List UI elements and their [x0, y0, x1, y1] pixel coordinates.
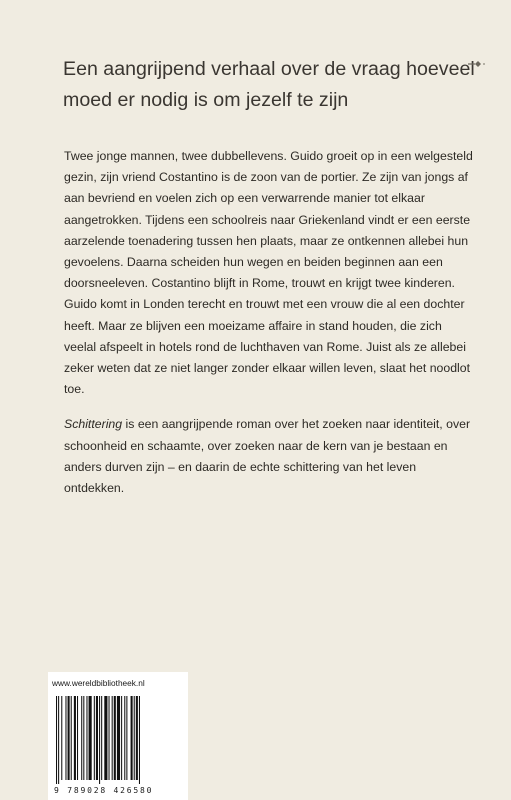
- headline-line-2: moed er nodig is om jezelf te zijn: [63, 89, 349, 111]
- headline: [63, 54, 493, 116]
- headline-line-1: Een aangrijpend verhaal over de vraag hoeveel: [63, 58, 475, 80]
- blurb-paragraph-1: Twee jonge mannen, twee dubbellevens. Guido groeit op in een welgesteld gezin, zijn vriend Costantino is de zoon van de portier. Ze zijn van jongs af aan bevriend en voelen zich op een verwarrende manier tot elkaar aangetrokken. Tijdens een schoolreis naar Griekenland vindt er een eerste aarzelende toenadering tussen hen plaats, maar ze ontkennen allebei hun gevoelens. Daarna scheiden hun wegen en beiden beginnen aan een doorsneeleven. Costantino blijft in Rome, trouwt en krijgt twee kinderen. Guido komt in Londen terecht en trouwt met een vrouw die al een dochter heeft. Maar ze blijven een moeizame affaire in stand houden, die zich veelal afspeelt in hotels rond de luchthaven van Rome. Juist als ze allebei zeker weten dat ze niet langer zonder elkaar willen leven, slaat het noodlot toe.: [64, 149, 473, 397]
- blurb-paragraph-2: [64, 414, 476, 499]
- barcode: [54, 696, 182, 784]
- barcode-panel: [48, 672, 188, 800]
- publisher-url: www.wereldbibliotheek.nl: [52, 678, 145, 688]
- isbn-digits: 9 789028 426580: [54, 786, 154, 795]
- book-title: Schittering: [64, 417, 123, 432]
- blurb-paragraph-2-text: is een aangrijpende roman over het zoeken naar identiteit, over schoonheid en schaamte, over zoeken naar de kern van je bestaan en anders durven zijn – en daarin de echte schittering van het leven ontdekken.: [64, 417, 471, 496]
- decorative-ornament-icon: [466, 58, 488, 70]
- blurb: [64, 146, 476, 513]
